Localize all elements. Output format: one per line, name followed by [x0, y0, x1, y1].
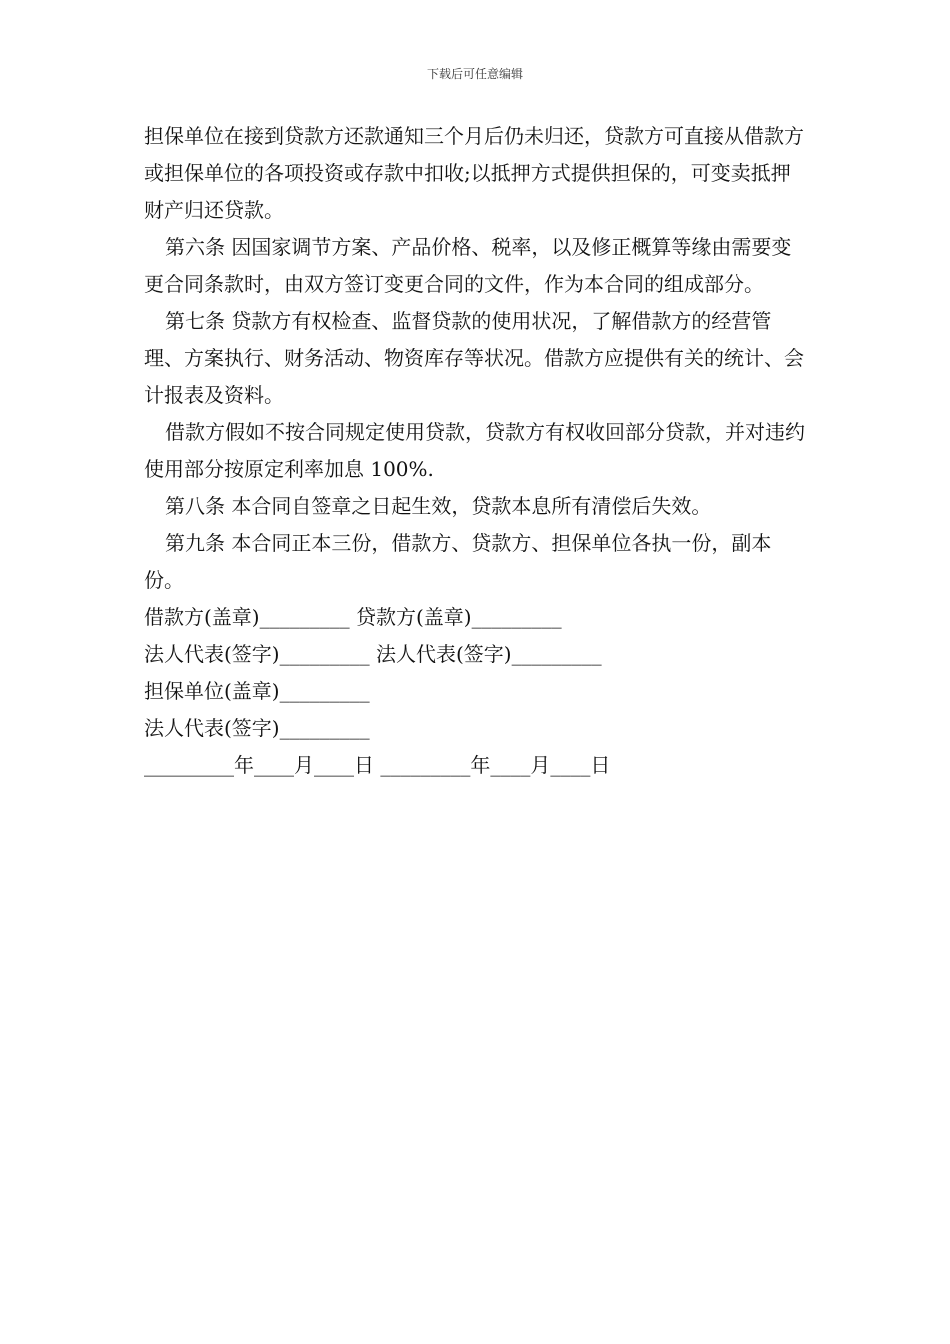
paragraph-article-9: 第九条 本合同正本三份，借款方、贷款方、担保单位各执一份，副本份。	[144, 531, 772, 592]
paragraph-article-6: 第六条 因国家调节方案、产品价格、税率，以及修正概算等缘由需要变更合同条款时，由双方签订变更合同的文件，作为本合同的组成部分。	[144, 235, 792, 296]
signature-line-parties: 借款方(盖章)_________ 贷款方(盖章)_________	[144, 605, 562, 629]
page-header-note: 下载后可任意编辑	[426, 67, 523, 81]
paragraph-article-7: 第七条 贷款方有权检查、监督贷款的使用状况，了解借款方的经营管理、方案执行、财务活动、物资库存等状况。借款方应提供有关的统计、会计报表及资料。	[144, 309, 804, 407]
document-body	[144, 118, 808, 784]
signature-line-guarantor: 担保单位(盖章)_________	[144, 679, 370, 703]
signature-line-guarantor-rep: 法人代表(签字)_________	[144, 716, 370, 740]
paragraph-guarantor-repayment: 担保单位在接到贷款方还款通知三个月后仍未归还，贷款方可直接从借款方或担保单位的各项投资或存款中扣收;以抵押方式提供担保的，可变卖抵押财产归还贷款。	[144, 124, 804, 222]
paragraph-misuse-penalty: 借款方假如不按合同规定使用贷款，贷款方有权收回部分贷款，并对违约使用部分按原定利率加息 100%.	[144, 420, 805, 481]
signature-line-legal-reps: 法人代表(签字)_________ 法人代表(签字)_________	[144, 642, 602, 666]
signature-line-dates: _________年____月____日 _________年____月____日	[144, 753, 611, 777]
paragraph-article-8: 第八条 本合同自签章之日起生效，贷款本息所有清偿后失效。	[165, 494, 712, 518]
